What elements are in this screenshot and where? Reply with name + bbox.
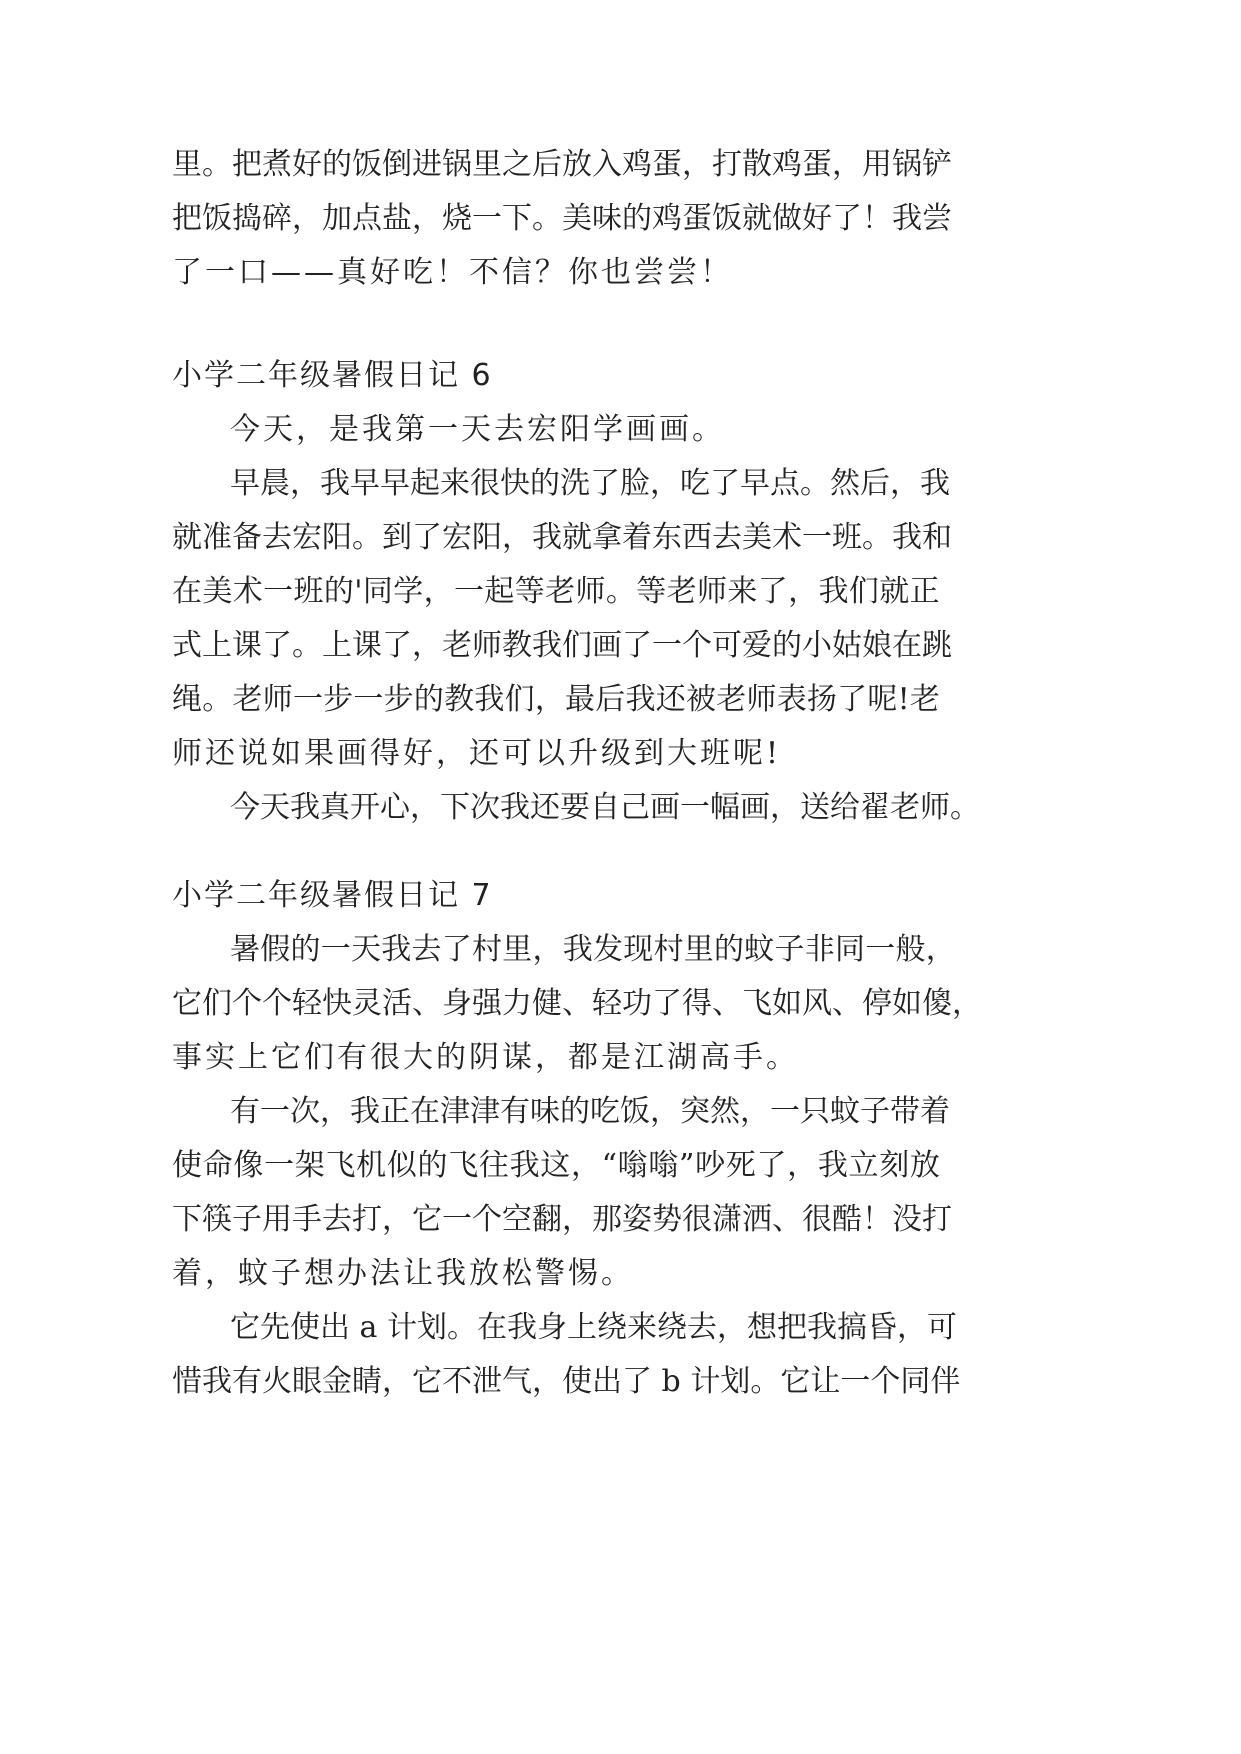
diary-7-line-8: 它 先 使 出 a 计 划 。 在 我 身 上 绕 来 绕 去 ， 想 把 我 搞 昏 ， 可 [230, 1310, 957, 1345]
diary-7-line-2: 它 们 个 个 轻 快 灵 活 、 身 强 力 健 、 轻 功 了 得 、 飞 如 风 、 停 如 傻 ， [172, 986, 982, 1021]
diary-6-line-8: 今 天 我 真 开 心 ， 下 次 我 还 要 自 己 画 一 幅 画 ， 送 给 翟 老 师 。 [230, 790, 980, 825]
diary-6-title: 小学二年级暑假日记 6 [172, 358, 493, 393]
intro-line-1: 里 。 把 煮 好 的 饭 倒 进 锅 里 之 后 放 入 鸡 蛋 ， 打 散 鸡 蛋 ， 用 锅 铲 [172, 147, 952, 182]
diary-7-line-4: 有 一 次 ， 我 正 在 津 津 有 味 的 吃 饭 ， 突 然 ， 一 只 蚊 子 带 着 [230, 1094, 950, 1129]
diary-7-line-1: 暑 假 的 一 天 我 去 了 村 里 ， 我 发 现 村 里 的 蚊 子 非 同 一 般 ， [230, 932, 956, 967]
diary-7-line-6: 下 筷 子 用 手 去 打 ， 它 一 个 空 翻 ， 那 姿 势 很 潇 洒 、 很 酷 ！ 没 打 [172, 1202, 952, 1237]
diary-7-line-5: 使 命 像 一 架 飞 机 似 的 飞 往 我 这 ， “ 嗡 嗡 ” 吵 死 了 ， 我 立 刻 放 [172, 1148, 940, 1183]
diary-7-line-7: 着，蚊子想办法让我放松警惕。 [172, 1256, 634, 1291]
diary-6-line-6: 绳 。 老 师 一 步 一 步 的 教 我 们 ， 最 后 我 还 被 老 师 表 扬 了 呢 ! 老 [172, 682, 940, 717]
intro-line-3: 了一口——真好吃！不信？你也尝尝！ [172, 255, 733, 290]
diary-6-line-5: 式 上 课 了 。 上 课 了 ， 老 师 教 我 们 画 了 一 个 可 爱 的 小 姑 娘 在 跳 [172, 628, 952, 663]
diary-6-line-3: 就 准 备 去 宏 阳 。 到 了 宏 阳 ， 我 就 拿 着 东 西 去 美 术 一 班 。 我 和 [172, 520, 952, 555]
diary-7-line-9: 惜 我 有 火 眼 金 睛 ， 它 不 泄 气 ， 使 出 了 b 计 划 。 它 让 一 个 同 伴 [172, 1364, 961, 1399]
diary-6-line-4: 在 美 术 一 班 的 ' 同 学 ， 一 起 等 老 师 。 等 老 师 来 了 ， 我 们 就 正 [172, 574, 940, 609]
diary-6-line-2: 早 晨 ， 我 早 早 起 来 很 快 的 洗 了 脸 ， 吃 了 早 点 。 然 后 ， 我 [230, 466, 950, 501]
diary-6-line-7: 师还说如果画得好，还可以升级到大班呢! [172, 736, 782, 771]
intro-line-2: 把 饭 捣 碎 ， 加 点 盐 ， 烧 一 下 。 美 味 的 鸡 蛋 饭 就 做 好 了 ！ 我 尝 [172, 201, 952, 236]
diary-6-line-1: 今天，是我第一天去宏阳学画画。 [230, 412, 725, 447]
diary-7-line-3: 事实上它们有很大的阴谋，都是江湖高手。 [172, 1040, 799, 1075]
diary-7-title: 小学二年级暑假日记 7 [172, 878, 493, 913]
